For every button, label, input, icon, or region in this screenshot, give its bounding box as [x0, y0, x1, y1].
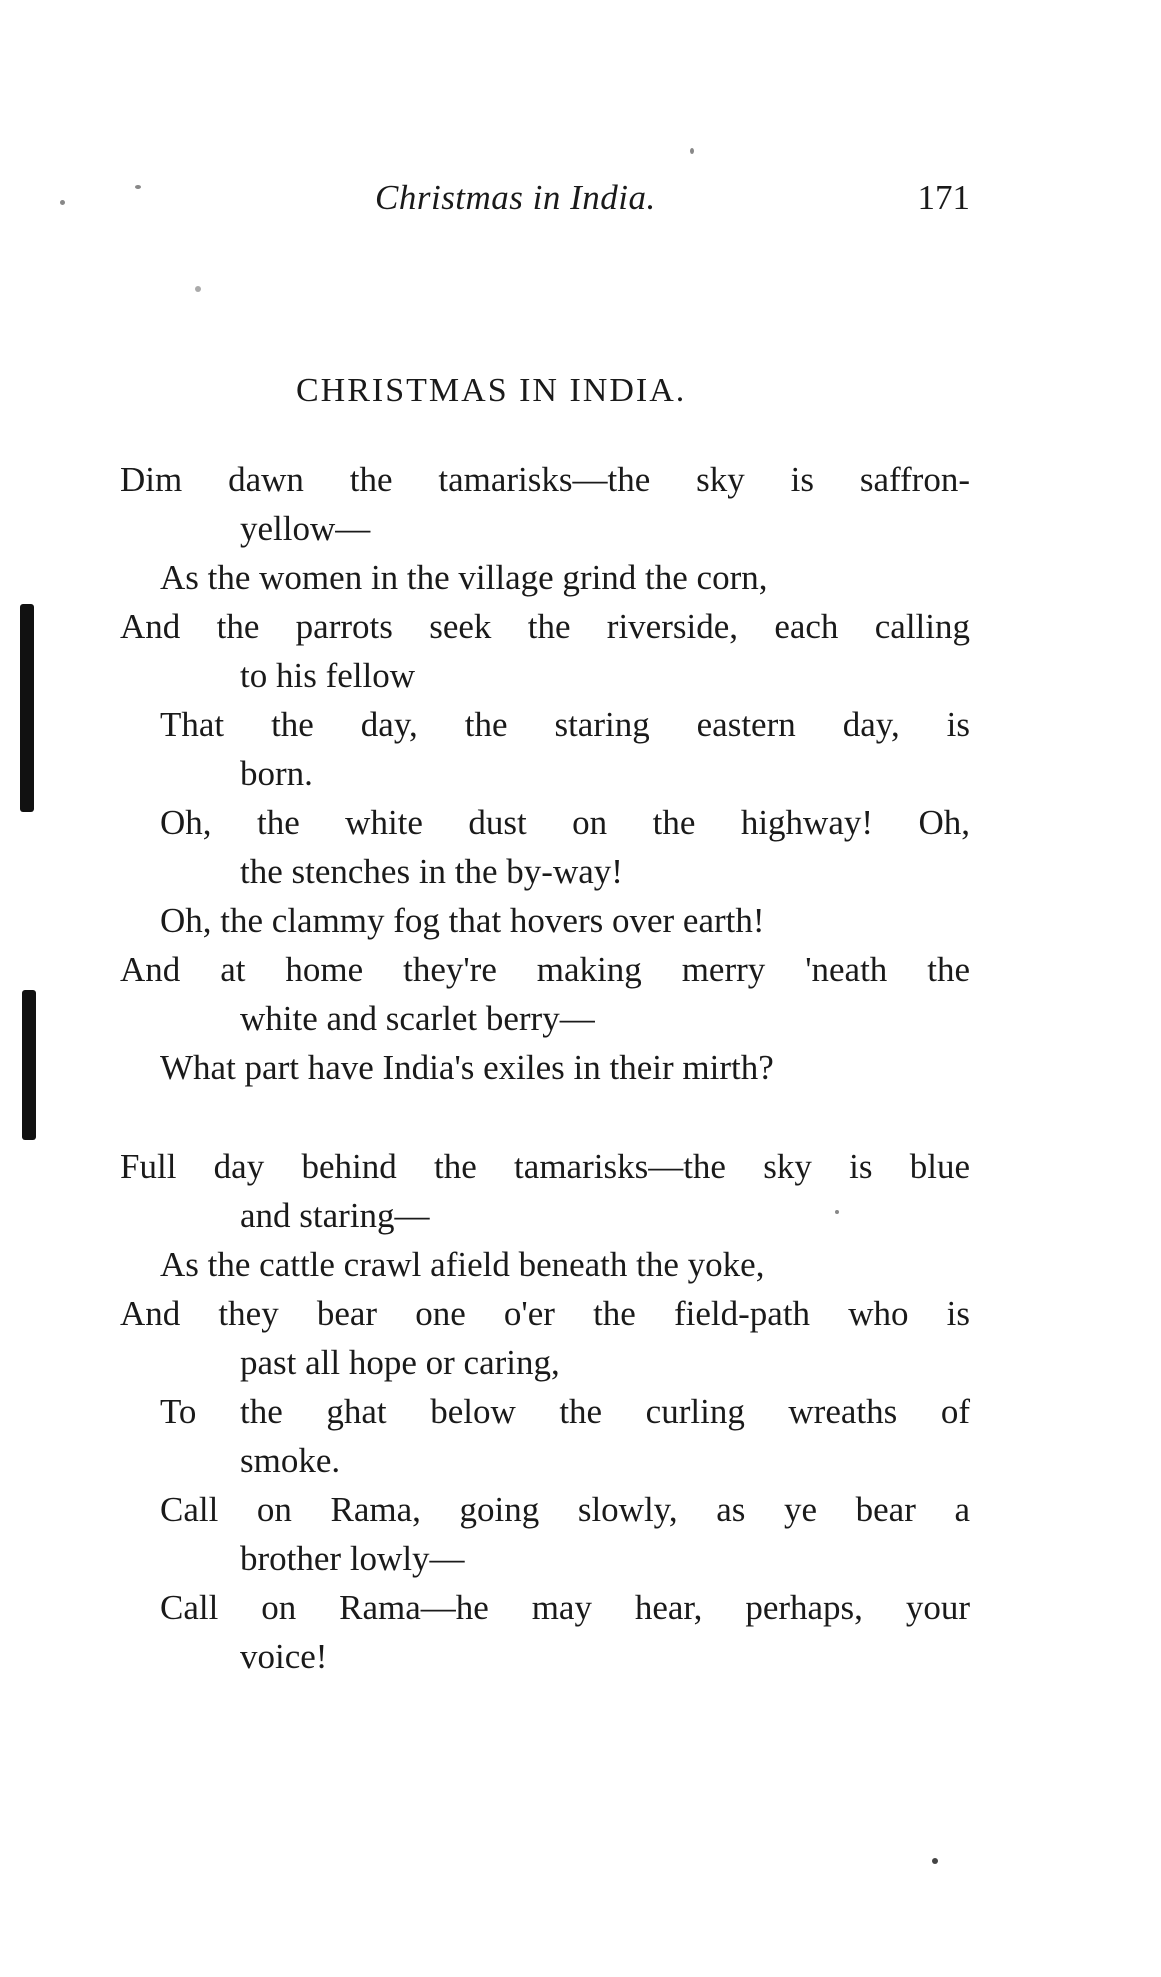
- scan-speck: [195, 286, 201, 292]
- poem-line: As the women in the village grind the corn,: [160, 558, 768, 597]
- poem-line: As the cattle crawl afield beneath the yoke,: [160, 1245, 765, 1284]
- poem-line: And at home they're making merry 'neath the: [120, 950, 970, 989]
- poem-title: CHRISTMAS IN INDIA.: [296, 372, 687, 409]
- poem-line: To the ghat below the curling wreaths of: [160, 1392, 970, 1431]
- poem-line-turnover: to his fellow: [240, 656, 415, 695]
- running-head: [120, 178, 970, 228]
- scan-edge-mark: [20, 604, 34, 812]
- poem-line-turnover: past all hope or caring,: [240, 1343, 560, 1382]
- poem-line: Dim dawn the tamarisks—the sky is saffron-: [120, 460, 970, 499]
- poem-line-turnover: brother lowly—: [240, 1539, 465, 1578]
- scan-edge-mark: [22, 990, 36, 1140]
- poem-line-turnover: white and scarlet berry—: [240, 999, 595, 1038]
- poem-line: That the day, the staring eastern day, is: [160, 705, 970, 744]
- poem-line: And the parrots seek the riverside, each calling: [120, 607, 970, 646]
- poem-line: Oh, the clammy fog that hovers over earth!: [160, 901, 765, 940]
- scan-speck: [932, 1858, 938, 1864]
- poem-line: And they bear one o'er the field-path who is: [120, 1294, 970, 1333]
- poem-line: Oh, the white dust on the highway! Oh,: [160, 803, 970, 842]
- poem-line: Call on Rama, going slowly, as ye bear a: [160, 1490, 970, 1529]
- poem-line-turnover: smoke.: [240, 1441, 341, 1480]
- poem-line-turnover: born.: [240, 754, 313, 793]
- poem-line: What part have India's exiles in their mirth?: [160, 1048, 774, 1087]
- stanza-1: [120, 455, 970, 1092]
- poem-line-turnover: the stenches in the by-way!: [240, 852, 623, 891]
- poem-line: Full day behind the tamarisks—the sky is blue: [120, 1147, 970, 1186]
- scan-speck: [60, 200, 65, 205]
- running-title: Christmas in India.: [375, 178, 656, 217]
- scan-speck: [690, 148, 694, 154]
- poem-line-turnover: voice!: [240, 1637, 328, 1676]
- page-number: 171: [917, 178, 970, 217]
- stanza-2: [120, 1142, 970, 1681]
- poem-line-turnover: and staring—: [240, 1196, 430, 1235]
- poem-line: Call on Rama—he may hear, perhaps, your: [160, 1588, 970, 1627]
- poem-line-turnover: yellow—: [240, 509, 371, 548]
